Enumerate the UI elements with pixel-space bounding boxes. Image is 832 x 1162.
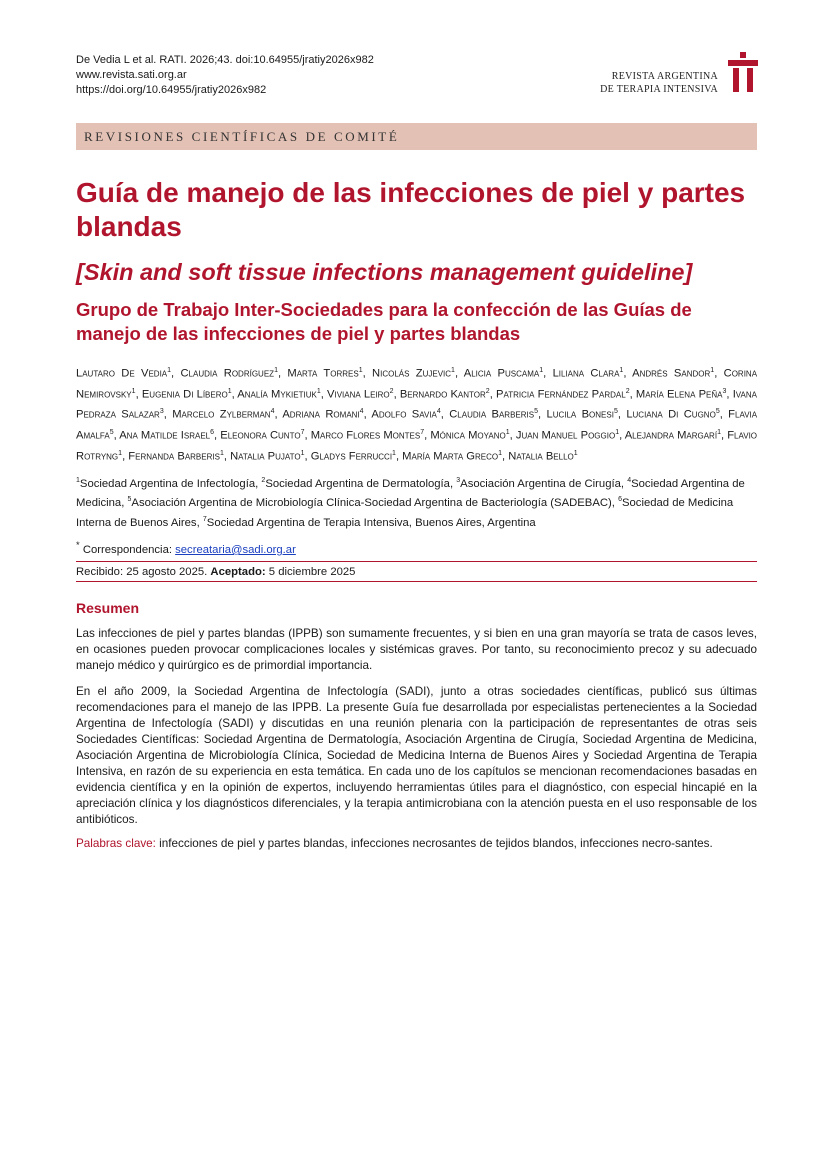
author-affiliation-number: 1: [219, 449, 224, 457]
journal-name-line1: REVISTA ARGENTINA: [611, 71, 718, 82]
affiliation-name: Sociedad Argentina de Medicina: [76, 477, 745, 510]
author-name: Liliana Clara: [552, 367, 620, 380]
abstract-paragraph-1: Las infecciones de piel y partes blandas (IPPB) son sumamente frecuentes, y si bien en una gran mayoría se trata de casos leves, en ocasiones pueden provocar complicaciones locales y sistémicas graves. Por tanto, su reconocimiento precoz y su adecuado manejo médico y quirúrgico es de primordial importancia.: [76, 627, 757, 672]
correspondence: [76, 537, 296, 558]
journal-name-line2: DE TERAPIA INTENSIVA: [600, 84, 718, 95]
author-name: Viviana Leiro: [327, 388, 390, 401]
author-affiliation-number: 2: [625, 387, 630, 395]
author-name: Claudia Rodríguez: [180, 367, 275, 380]
accepted-date: 5 diciembre 2025: [268, 566, 356, 578]
author-name: María Marta Greco: [402, 450, 499, 463]
author-name: Lautaro De Vedia: [76, 367, 168, 380]
author-name: Ana Matilde Israel: [119, 429, 211, 442]
author-affiliation-number: 1: [615, 429, 620, 437]
section-banner: [76, 123, 757, 150]
journal-brand: [600, 52, 760, 96]
author-name: Bernardo Kantor: [399, 388, 486, 401]
article-title-english: [Skin and soft tissue infections management guideline]: [76, 259, 693, 285]
author-affiliation-number: 2: [389, 387, 394, 395]
keywords-text: infecciones de piel y partes blandas, infecciones necrosantes de tejidos blandos, infecciones necro-santes.: [155, 837, 713, 850]
affiliation-name: Asociación Argentina de Microbiología Clínica-Sociedad Argentina de Bacteriología (SADEBAC): [131, 497, 612, 510]
abstract-paragraph-2: En el año 2009, la Sociedad Argentina de Infectología (SADI), junto a otras sociedades científicas, publicó sus últimas recomendaciones para el manejo de las IPPB. La presente Guía fue desarrollada por especialistas pertenecientes a la Sociedad Argentina de Infectología (SADI) y discutidas en una reunión plenaria con la participación de representantes de otras seis Sociedades Científicas: Sociedad Argentina de Dermatología, Asociación Argentina de Cirugía, Sociedad Argentina de Medicina, Asociación Argentina de Microbiología Clínica, Sociedad de Medicina Interna de Buenos Aires y Sociedad Argentina de Terapia Intensiva, en razón de su experiencia en esta temática. En cada uno de los capítulos se mencionan recomendaciones basadas en evidencia científica y en la opinión de expertos, incluyendo herramientas útiles para el diagnóstico, con especial hincapié en la apreciación clínica y los diagnósticos diferenciales, y la terapia antimicrobiana con la atención puesta en el uso responsable de los antibióticos.: [76, 685, 757, 826]
article-title: Guía de manejo de las infecciones de piel y partes blandas: [76, 177, 746, 242]
author-name: Patricia Fernández Pardal: [495, 388, 626, 401]
author-affiliation-number: 3: [722, 387, 727, 395]
author-affiliation-number: 1: [710, 367, 715, 374]
keywords: [76, 836, 757, 852]
author-affiliation-number: 1: [573, 449, 578, 457]
author-name: Eugenia Di Líbero: [141, 388, 228, 401]
author-name: Ivana Pedraza Salazar: [76, 388, 757, 422]
author-affiliation-number: 6: [210, 429, 215, 437]
author-name: Adolfo Savia: [371, 409, 437, 422]
author-affiliation-number: 1: [498, 449, 503, 457]
divider-bottom: [76, 581, 757, 582]
author-name: Analía Mykietiuk: [237, 388, 317, 401]
author-name: Juan Manuel Poggio: [515, 429, 616, 442]
author-name: Natalia Pujato: [230, 450, 301, 463]
doi-link[interactable]: https://doi.org/10.64955/jratiy2026x982: [76, 84, 267, 96]
correspondence-marker: *: [76, 539, 80, 550]
affiliation-number: 3: [456, 477, 461, 484]
author-affiliation-number: 1: [358, 367, 363, 374]
author-name: Flavio Rotryng: [76, 429, 758, 463]
affiliation-name: Sociedad Argentina de Terapia Intensiva, Buenos Aires, Argentina: [206, 516, 536, 529]
affiliation-number: 5: [127, 496, 132, 504]
author-affiliation-number: 2: [485, 387, 490, 395]
author-name: Corina Nemirovsky: [76, 367, 758, 401]
author-affiliation-number: 4: [436, 408, 441, 416]
author-name: Marta Torres: [287, 367, 359, 380]
correspondence-email-link[interactable]: secreataria@sadi.org.ar: [175, 543, 296, 556]
author-affiliation-number: 4: [270, 408, 275, 416]
citation-line: De Vedia L et al. RATI. 2026;43. doi:10.64955/jratiy2026x982: [76, 54, 374, 66]
author-affiliation-number: 1: [451, 367, 455, 374]
author-affiliation-number: 4: [359, 408, 364, 416]
affiliation-number: 1: [76, 477, 80, 484]
author-name: Gladys Ferrucci: [310, 450, 393, 463]
divider-top: [76, 561, 757, 562]
journal-name: [600, 70, 718, 96]
author-name: Lucila Bonesi: [546, 409, 614, 422]
author-name: Fernanda Barberis: [128, 450, 220, 463]
affiliation-list: $^1$Sociedad Argentina de Infectología, $^2$Sociedad Argentina de Dermatología, $^3$Asociación Argentina de Cirugía, $^4$Sociedad Argentina de Medicina, $^5$Asociación Argentina de Microbiología Clínica-Sociedad Argentina de Bacteriología (SADEBAC), $^6$Sociedad de Medicina Interna de Buenos Aires, $^7$Sociedad Argentina de Terapia Intensiva, Buenos Aires, Argentina: [76, 477, 745, 529]
affiliation-number: 7: [202, 515, 207, 523]
author-name: Andrés Sandor: [632, 367, 711, 380]
affiliation-name: Sociedad Argentina de Dermatología: [265, 477, 450, 490]
received-date: 25 agosto 2025.: [126, 566, 208, 578]
author-affiliation-number: 5: [109, 429, 114, 437]
author-name: Marco Flores Montes: [310, 429, 421, 442]
affiliation-name: Sociedad de Medicina Interna de Buenos Aires: [76, 497, 734, 529]
author-affiliation-number: 5: [613, 408, 618, 416]
author-name: Flavia Amalfa: [76, 409, 758, 442]
author-affiliation-number: 1: [505, 429, 510, 437]
author-name: Alicia Puscama: [463, 367, 540, 380]
author-affiliation-number: 5: [534, 408, 539, 416]
author-affiliation-number: 1: [131, 387, 136, 395]
author-name: Claudia Barberis: [449, 409, 535, 422]
author-name: Alejandra Margarí: [624, 429, 718, 442]
article-subtitle: Grupo de Trabajo Inter-Sociedades para la confección de las Guías de manejo de las infecciones de piel y partes blandas: [76, 299, 692, 344]
website-link[interactable]: www.revista.sati.org.ar: [76, 69, 187, 81]
section-label: REVISIONES CIENTÍFICAS DE COMITÉ: [84, 129, 400, 144]
accepted-label: Aceptado:: [210, 566, 266, 578]
author-list: Lautaro De Vedia$^1$, Claudia Rodríguez$^1$, Marta Torres$^1$, Nicolás Zujevic$^1$, Alicia Puscama$^1$, Liliana Clara$^1$, Andrés Sandor$^1$, Corina Nemirovsky$^1$, Eugenia Di Líbero$^1$, Analía Mykietiuk$^1$, Viviana Leiro$^2$, Bernardo Kantor$^2$, Patricia Fernández Pardal$^2$, María Elena Peña$^3$, Ivana Pedraza Salazar$^3$, Marcelo Zylberman$^4$, Adriana Romani$^4$, Adolfo Savia$^4$, Claudia Barberis$^5$, Lucila Bonesi$^5$, Luciana Di Cugno$^5$, Flavia Amalfa$^5$, Ana Matilde Israel$^6$, Eleonora Cunto$^7$, Marco Flores Montes$^7$, Mónica Moyano$^1$, Juan Manuel Poggio$^1$, Alejandra Margarí$^1$, Flavio Rotryng$^1$, Fernanda Barberis$^1$, Natalia Pujato$^1$, Gladys Ferrucci$^1$, María Marta Greco$^1$, Natalia Bello$^1$: [76, 367, 758, 463]
author-affiliation-number: 7: [420, 429, 425, 437]
author-name: Luciana Di Cugno: [626, 409, 716, 422]
keywords-label: Palabras clave:: [76, 837, 156, 850]
rati-logo-icon: [726, 52, 760, 92]
affiliation-name: Sociedad Argentina de Infectología: [79, 477, 256, 490]
author-affiliation-number: 7: [300, 429, 305, 437]
author-affiliation-number: 1: [619, 367, 624, 374]
author-name: Eleonora Cunto: [220, 429, 301, 442]
article-meta: [76, 53, 374, 98]
author-name: Marcelo Zylberman: [172, 409, 271, 422]
author-affiliation-number: 1: [300, 449, 305, 457]
abstract-heading: Resumen: [76, 600, 140, 616]
author-affiliation-number: 1: [392, 449, 396, 457]
author-name: Mónica Moyano: [430, 429, 506, 442]
affiliation-number: 2: [261, 477, 266, 484]
author-affiliation-number: 1: [316, 387, 321, 395]
author-name: Natalia Bello: [508, 450, 574, 463]
received-label: Recibido:: [76, 566, 124, 578]
author-affiliation-number: 3: [159, 408, 164, 416]
affiliation-number: 4: [627, 477, 632, 484]
author-name: Adriana Romani: [282, 409, 360, 422]
author-affiliation-number: 1: [118, 449, 123, 457]
author-affiliation-number: 1: [274, 367, 278, 374]
author-affiliation-number: 1: [167, 367, 172, 374]
author-affiliation-number: 1: [227, 387, 232, 395]
affiliation-name: Asociación Argentina de Cirugía: [460, 477, 621, 490]
dates-line: [76, 565, 355, 580]
author-name: María Elena Peña: [635, 388, 723, 401]
affiliation-number: 6: [618, 496, 622, 504]
author-affiliation-number: 1: [717, 429, 721, 437]
author-affiliation-number: 5: [715, 408, 720, 416]
author-name: Nicolás Zujevic: [372, 367, 452, 380]
correspondence-label: Correspondencia:: [82, 543, 176, 556]
author-affiliation-number: 1: [539, 367, 544, 374]
